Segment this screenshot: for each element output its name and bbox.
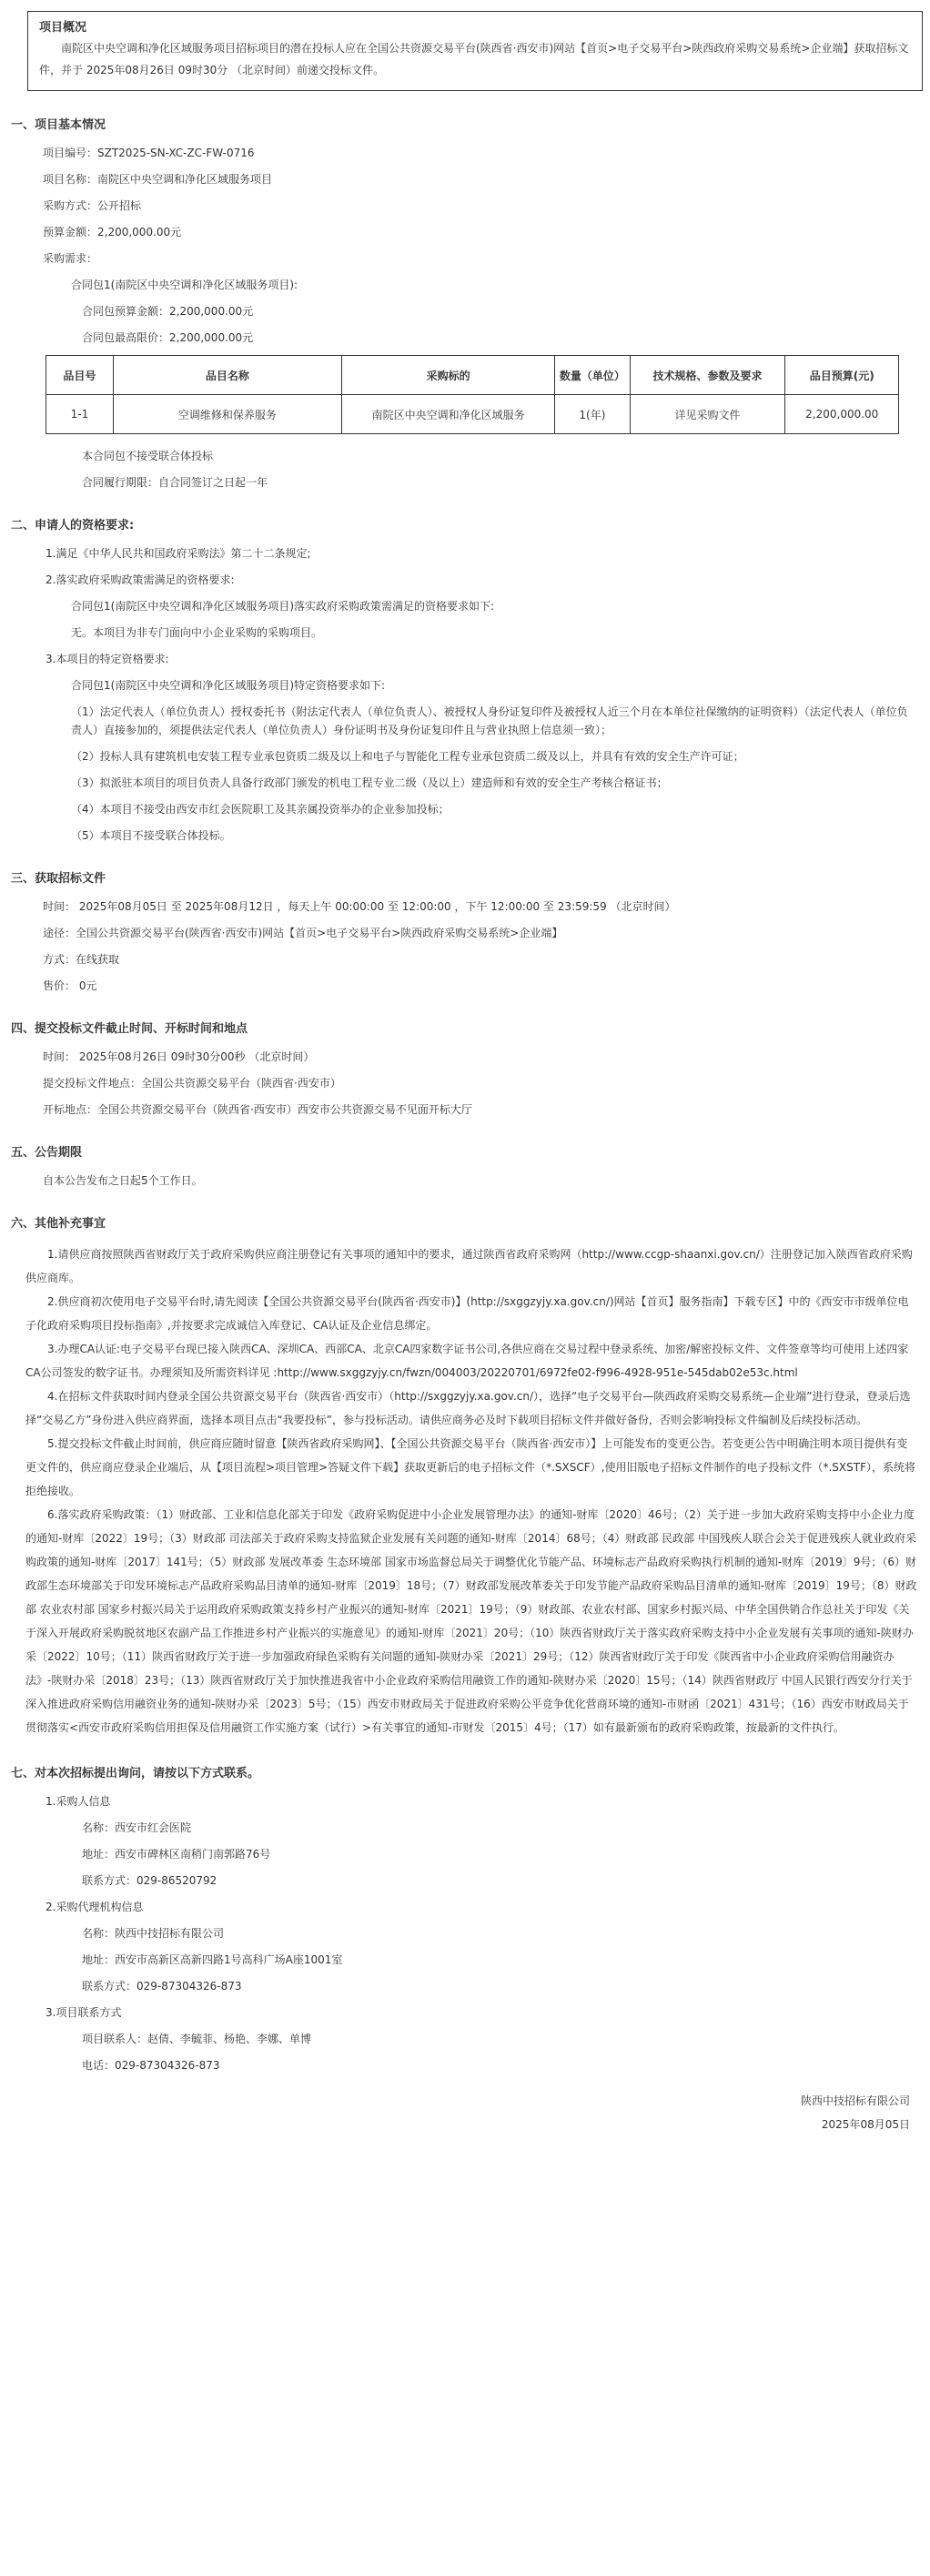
obtain-time: 时间： 2025年08月05日 至 2025年08月12日 ，每天上午 00:00:00 至 12:00:00 ，下午 12:00:00 至 23:59:59 （北京时间） <box>43 900 676 913</box>
price: 售价： 0元 <box>43 979 97 992</box>
section-basic-info <box>11 117 917 492</box>
section-title: 四、提交投标文件截止时间、开标时间和地点 <box>11 1022 248 1036</box>
section-title: 一、项目基本情况 <box>11 118 106 132</box>
contact-group-heading: 2.采购代理机构信息 <box>45 1901 144 1913</box>
table-cell: 2,200,000.00 <box>785 395 899 434</box>
table-row <box>46 395 899 434</box>
supplementary-paragraph: 3.办理CA认证:电子交易平台现已接入陕西CA、深圳CA、西部CA、北京CA四家数字证书公司,各供应商在交易过程中登录系统、加密/解密投标文件、文件签章等均可使用上述四家 CA公司签发的数字证书。办理须知及所需资料详见 :http://www.sxggzyjy.cn/fwzn/004003/20220701/6972fe02-f996-4928-951e-545dab02e53c.html <box>25 1343 909 1379</box>
procurement-needs: 采购需求： <box>43 252 98 265</box>
opening-location: 开标地点：全国公共资源交易平台（陕西省·西安市）西安市公共资源交易不见面开标大厅 <box>43 1103 472 1116</box>
deadline-time: 时间： 2025年08月26日 09时30分00秒 （北京时间） <box>43 1050 315 1063</box>
contact-group-heading: 1.采购人信息 <box>45 1795 111 1808</box>
qualification-item: （1）法定代表人（单位负责人）授权委托书（附法定代表人（单位负责人）、被授权人身份证复印件及被授权人近三个月在本单位社保缴纳的证明资料）（法定代表人（单位负责人）直接参加的，须提供法定代表人（单位负责人）身份证明书及身份证复印件且与营业执照上信息须一致）； <box>71 705 908 736</box>
contact-line: 名称：陕西中技招标有限公司 <box>82 1927 225 1940</box>
table-header: 品目号 <box>46 356 114 395</box>
item-table <box>45 355 899 434</box>
section-deadline <box>11 1020 917 1119</box>
qualification-item: 3.本项目的特定资格要求: <box>45 653 169 665</box>
procurement-method: 采购方式：公开招标 <box>43 199 142 212</box>
obtain-method: 方式：在线获取 <box>43 953 120 966</box>
contact-line: 名称：西安市红会医院 <box>82 1821 192 1834</box>
contact-line: 联系方式：029-86520792 <box>82 1874 217 1887</box>
contact-line: 联系方式：029-87304326-873 <box>82 1980 242 1993</box>
qualification-item: （2）投标人具有建筑机电安装工程专业承包资质二级及以上和电子与智能化工程专业承包资质二级及以上，并具有有效的安全生产许可证； <box>71 750 744 763</box>
contact-line: 项目联系人：赵倩、李毓菲、杨艳、李娜、单博 <box>82 2033 312 2045</box>
section-title: 六、其他补充事宜 <box>11 1217 106 1231</box>
submit-location: 提交投标文件地点：全国公共资源交易平台（陕西省·西安市） <box>43 1077 341 1090</box>
obtain-channel: 途径：全国公共资源交易平台(陕西省·西安市)网站【首页>电子交易平台>陕西政府采购交易系统>企业端】 <box>43 927 563 939</box>
announcement-page <box>11 11 917 2136</box>
summary-text: 南院区中央空调和净化区域服务项目招标项目的潜在投标人应在全国公共资源交易平台(陕西省·西安市)网站【首页>电子交易平台>陕西政府采购交易系统>企业端】获取招标文件，并于 2025年08月26日 09时30分 （北京时间）前递交投标文件。 <box>39 42 909 76</box>
supplementary-paragraph: 5.提交投标文件截止时间前，供应商应随时留意【陕西省政府采购网】、【全国公共资源交易平台（陕西省·西安市）】上可能发布的变更公告。若变更公告中明确注明本项目提供有变更文件的，供应商应登录企业端后，从【项目流程>项目管理>答疑文件下载】获取更新后的电子招标文件（*.SXSCF）,使用旧版电子招标文件制作的电子投标文件（*.SXSTF），系统将拒绝接收。 <box>25 1437 915 1497</box>
budget-amount: 预算金额：2,200,000.00元 <box>43 226 182 238</box>
table-cell: 空调维修和保养服务 <box>113 395 341 434</box>
project-number: 项目编号：SZT2025-SN-XC-ZC-FW-0716 <box>43 147 255 159</box>
qualification-item: （4）本项目不接受由西安市红会医院职工及其亲属投资举办的企业参加投标； <box>71 803 450 816</box>
supplementary-paragraph: 6.落实政府采购政策：（1）财政部、工业和信息化部关于印发《政府采购促进中小企业发展管理办法》的通知-财库〔2020〕46号；（2）关于进一步加大政府采购支持中小企业力度的通知-财库〔2022〕19号；（3）财政部 司法部关于政府采购支持监狱企业发展有关问题的通知-财库〔2014〕68号；（4）财政部 民政部 中国残疾人联合会关于促进残疾人就业政府采购政策的通知-财库〔2017〕141号；（5）财政部 发展改革委 生态环境部 国家市场监督总局关于调整优化节能产品、环境标志产品政府采购执行机制的通知-财库〔2019〕9号；（6）财政部生态环境部关于印发环境标志产品政府采购品目清单的通知-财库〔2019〕18号；（7）财政部发展改革委关于印发节能产品政府采购品目清单的通知-财库〔2019〕19号；（8）财政部 农业农村部 国家乡村振兴局关于运用政府采购政策支持乡村产业振兴的通知-财库〔2021〕19号；（9）财政部、农业农村部、国家乡村振兴局、中华全国供销合作总社关于印发《关于深入开展政府采购脱贫地区农副产品工作推进乡村产业振兴的实施意见》的通知-财库〔2021〕20号；（10）陕西省财政厅关于落实政府采购支持中小企业发展有关事项的通知-陕财办采〔2022〕10号；（11）陕西省财政厅关于进一步加强政府绿色采购有关问题的通知-陕财办采〔2021〕29号；（12）陕西省财政厅关于印发《陕西省中小企业政府采购信用融资办法》-陕财办采〔2018〕23号；（13）陕西省财政厅关于加快推进我省中小企业政府采购信用融资工作的通知-陕财办采〔2020〕15号；（14）陕西省财政厅 中国人民银行西安分行关于深入推进政府采购信用融资业务的通知-陕财办采〔2023〕5号；（15）西安市财政局关于促进政府采购公平竞争优化营商环境的通知-市财函〔2021〕431号；（16）西安市财政局关于贯彻落实<西安市政府采购信用担保及信用融资工作实施方案（试行）>有关事宜的通知-市财发〔2015〕4号；（17）如有最新颁布的政府采购政策，按最新的文件执行。 <box>25 1508 917 1734</box>
table-cell: 南院区中央空调和净化区域服务 <box>341 395 554 434</box>
project-name: 项目名称：南院区中央空调和净化区域服务项目 <box>43 173 273 186</box>
table-header: 采购标的 <box>341 356 554 395</box>
signature-block <box>11 2089 917 2136</box>
table-header: 品目名称 <box>113 356 341 395</box>
section-title: 三、获取招标文件 <box>11 872 106 886</box>
qualification-item: （3）拟派驻本项目的项目负责人具备行政部门颁发的机电工程专业二级（及以上）建造师和有效的安全生产考核合格证书； <box>71 776 668 789</box>
table-cell: 详见采购文件 <box>630 395 785 434</box>
supplementary-paragraph: 1.请供应商按照陕西省财政厅关于政府采购供应商注册登记有关事项的通知中的要求，通过陕西省政府采购网（http://www.ccgp-shaanxi.gov.cn/）注册登记加入陕西省政府采购供应商库。 <box>25 1248 913 1284</box>
table-cell: 1(年) <box>555 395 630 434</box>
contact-group-heading: 3.项目联系方式 <box>45 2006 122 2019</box>
table-cell: 1-1 <box>46 395 114 434</box>
qualification-item: 无。本项目为非专门面向中小企业采购的采购项目。 <box>71 626 323 639</box>
supplementary-paragraph: 4.在招标文件获取时间内登录全国公共资源交易平台（陕西省·西安市）（http://sxggzyjy.xa.gov.cn/），选择“电子交易平台—陕西政府采购交易系统—企业端”进行登录，登录后选择“交易乙方”身份进入供应商界面，选择本项目点击“我要投标”，参与投标活动。请供应商务必及时下载项目招标文件并做好备份，否则会影响投标文件编制及后续投标活动。 <box>25 1390 911 1426</box>
table-header: 技术规格、参数及要求 <box>630 356 785 395</box>
section-qualification <box>11 517 917 845</box>
section-notice-period <box>11 1144 917 1190</box>
section-title: 七、对本次招标提出询问，请按以下方式联系。 <box>11 1767 260 1780</box>
qualification-item: 合同包1(南院区中央空调和净化区域服务项目)落实政府采购政策需满足的资格要求如下: <box>71 600 495 613</box>
section-title: 五、公告期限 <box>11 1146 83 1160</box>
table-header: 数量（单位） <box>555 356 630 395</box>
signature-org: 陕西中技招标有限公司 <box>800 2094 910 2107</box>
qualification-item: 1.满足《中华人民共和国政府采购法》第二十二条规定; <box>45 547 311 560</box>
no-joint-bid: 本合同包不接受联合体投标 <box>82 450 214 462</box>
section-supplementary <box>11 1215 917 1739</box>
contact-line: 地址：西安市碑林区南稍门南郭路76号 <box>82 1848 271 1861</box>
section-obtain-documents <box>11 870 917 995</box>
contract-period: 合同履行期限：自合同签订之日起一年 <box>82 476 268 489</box>
qualification-item: （5）本项目不接受联合体投标。 <box>71 829 231 842</box>
qualification-item: 合同包1(南院区中央空调和净化区域服务项目)特定资格要求如下: <box>71 679 386 692</box>
table-header-row <box>46 356 899 395</box>
table-header: 品目预算(元) <box>785 356 899 395</box>
project-summary-box <box>27 11 923 91</box>
summary-title: 项目概况 <box>39 21 87 35</box>
section-title: 二、申请人的资格要求: <box>11 519 135 532</box>
package-max-price: 合同包最高限价：2,200,000.00元 <box>82 331 254 344</box>
signature-date: 2025年08月05日 <box>821 2118 910 2131</box>
contact-line: 电话：029-87304326-873 <box>82 2059 220 2072</box>
section-contact <box>11 1765 917 2074</box>
supplementary-paragraph: 2.供应商初次使用电子交易平台时,请先阅读【全国公共资源交易平台(陕西省·西安市)】(http://sxggzyjy.xa.gov.cn/)网站【首页】服务指南】下载专区】中的《西安市市级单位电子化政府采购项目投标指南》,并按要求完成诚信入库登记、CA认证及企业信息绑定。 <box>25 1295 909 1332</box>
package-budget: 合同包预算金额：2,200,000.00元 <box>82 305 254 318</box>
qualification-item: 2.落实政府采购政策需满足的资格要求: <box>45 573 235 586</box>
notice-period: 自本公告发布之日起5个工作日。 <box>43 1174 203 1187</box>
contract-package: 合同包1(南院区中央空调和净化区域服务项目): <box>71 279 298 291</box>
contact-line: 地址：西安市高新区高新四路1号高科广场A座1001室 <box>82 1953 343 1966</box>
